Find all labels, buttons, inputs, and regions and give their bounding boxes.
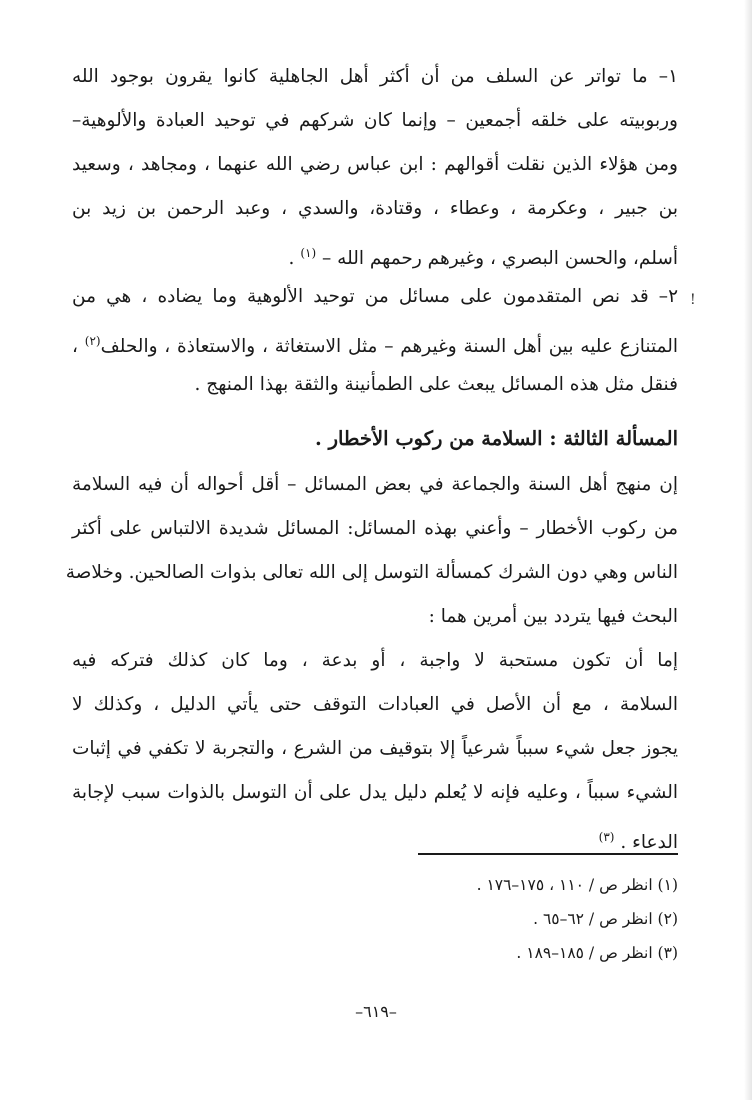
paragraph-2-line-3: فنقل مثل هذه المسائل يبعث على الطمأنينة والثقة بهذا المنهج . (194, 374, 678, 395)
paragraph-1-end-mark: . (288, 248, 295, 269)
footnote-ref-2[interactable]: (٢) (84, 334, 101, 348)
paragraph-1-line-5 (72, 238, 678, 268)
page-number: –٦١٩– (355, 1002, 397, 1021)
paragraph-3-line-2: من ركوب الأخطار – وأعني بهذه المسائل: المسائل شديدة الالتباس على أكثر (72, 518, 678, 539)
footnote-2: (٢) انظر ص / ٦٢–٦٥ . (533, 910, 678, 928)
paragraph-1-line-2: وربوبيته على خلقه أجمعين – وإنما كان شركهم في توحيد العبادة والألوهية– (72, 110, 678, 131)
footnote-separator (418, 853, 678, 855)
paragraph-1-line-5-text: أسلم، والحسن البصري ، وغيرهم رحمهم الله – (322, 248, 678, 269)
section-heading: المسألة الثالثة : السلامة من ركوب الأخطار . (315, 427, 678, 450)
paragraph-3-line-3: الناس وهي دون الشرك كمسألة التوسل إلى الله تعالى بذوات الصالحين. وخلاصة (65, 562, 678, 583)
footnote-ref-3[interactable]: (٣) (598, 830, 615, 844)
footnote-1: (١) انظر ص / ١١٠ ، ١٧٥–١٧٦ . (476, 876, 678, 894)
paragraph-4-line-5 (72, 822, 678, 852)
paragraph-2-line-2 (72, 326, 678, 356)
paragraph-4-line-3: يجوز جعل شيء سبباً شرعياً إلا بتوقيف من الشرع ، والتجربة لا تكفي في إثبات (72, 738, 678, 759)
margin-mark: ! (690, 292, 696, 308)
footnote-3: (٣) انظر ص / ١٨٥–١٨٩ . (516, 944, 678, 962)
footnote-ref-1[interactable]: (١) (300, 246, 317, 260)
page-edge-shadow (744, 0, 752, 1100)
paragraph-4-line-4: الشيء سبباً ، وعليه فإنه لا يُعلم دليل يدل على أن التوسل بالذوات سبب لإجابة (72, 782, 678, 803)
paragraph-2-line-2-text: المتنازع عليه بين أهل السنة وغيرهم – مثل الاستغاثة ، والاستعاذة ، والحلف (100, 336, 678, 357)
paragraph-2-line-1: ٢– قد نص المتقدمون على مسائل من توحيد الألوهية وما يضاده ، هي من (72, 286, 678, 307)
paragraph-2-after-ref: ، (72, 336, 78, 357)
paragraph-4-line-2: السلامة ، مع أن الأصل في العبادات التوقف حتى يأتي الدليل ، وكذلك لا (72, 694, 678, 715)
paragraph-1-line-4: بن جبير ، وعكرمة ، وعطاء ، وقتادة، والسدي ، وعبد الرحمن بن زيد بن (72, 198, 678, 219)
paragraph-1-line-3: ومن هؤلاء الذين نقلت أقوالهم : ابن عباس رضي الله عنهما ، ومجاهد ، وسعيد (72, 154, 678, 175)
paragraph-4-line-1: إما أن تكون مستحبة لا واجبة ، أو بدعة ، وما كان كذلك فتركه فيه (72, 650, 678, 671)
paragraph-3-line-1: إن منهج أهل السنة والجماعة في بعض المسائل – أقل أحواله أن فيه السلامة (72, 474, 678, 495)
paragraph-4-line-5-text: الدعاء . (620, 832, 678, 853)
paragraph-1-line-1: ١– ما تواتر عن السلف من أن أكثر أهل الجاهلية كانوا يقرون بوجود الله (72, 66, 678, 87)
paragraph-3-line-4: البحث فيها يتردد بين أمرين هما : (428, 606, 678, 627)
